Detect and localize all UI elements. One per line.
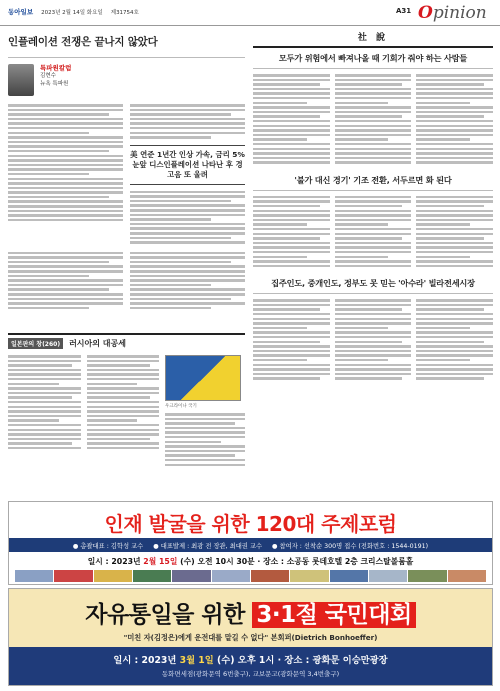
page-number: A31 [396, 7, 412, 15]
forum-ad-title[interactable]: 인재 발굴을 위한 120대 주제포럼 [104, 512, 397, 536]
body-text-col-2 [130, 104, 245, 244]
editorial-body-1 [253, 74, 493, 164]
editorial-label: 社 說 [253, 30, 493, 48]
second-column-article [8, 333, 245, 466]
section-title-initial: O [418, 3, 433, 23]
second-column-header [8, 333, 245, 349]
author-meta [40, 64, 71, 98]
column-body [8, 104, 245, 244]
ukraine-flag-image [165, 355, 241, 401]
forum-advertisement[interactable] [8, 501, 493, 585]
rally-advertisement[interactable] [8, 588, 493, 686]
author-byline [8, 64, 245, 98]
section-title-rest: pinion [432, 3, 487, 23]
body-text-col-1 [8, 104, 123, 244]
forum-ad-image-strip [9, 570, 492, 584]
author-role: 뉴욕 특파원 [40, 81, 69, 87]
issue-date: 2023년 2월 14일 화요일 [41, 9, 103, 16]
forum-ad-participants: ● 참여자 : 선착순 300명 접수 (전화번호 : 1544-0191) [272, 542, 429, 550]
pull-quote: 美 연준 1년간 인상 가속, 금리 5% 눈앞 디스인플레이션 나타난 후 경고음 또 울려 [130, 145, 245, 185]
rally-ad-title-highlight: 3·1절 국민대회 [252, 602, 415, 628]
column-headline[interactable]: 인플레이션 전쟁은 끝나지 않았다 [8, 30, 245, 58]
section-title [418, 3, 487, 23]
series-tag: 일본판의 창(260) [8, 338, 63, 349]
forum-ad-date-highlight: 2월 15일 [143, 557, 178, 566]
forum-ad-host: ● 총괄대표 : 김학성 교수 [72, 542, 144, 550]
rally-ad-location-detail: 동화면세점(광화문역 6번출구), 교보문고(광화문역 3,4번출구) [161, 670, 340, 678]
column-series: 특파원칼럼 [40, 64, 72, 72]
rally-ad-datetime: 일시 : 2023년 3월 1일 (수) 오후 1시 · 장소 : 광화문 이승만광장 [113, 655, 388, 666]
masthead-meta [8, 7, 139, 16]
column-body-lower [8, 252, 245, 310]
masthead [0, 0, 500, 26]
editorial-body-3 [253, 299, 493, 380]
author-photo [8, 64, 34, 96]
issue-number: 제31754호 [110, 9, 139, 16]
editorial-headline-2[interactable]: '불가 대신 경기' 기조 전환, 서두르면 화 된다 [253, 170, 493, 191]
author-name: 김현수 [40, 73, 56, 79]
rally-ad-title[interactable]: 자유통일을 위한 3·1절 국민대회 [9, 589, 492, 629]
editorial-body-2 [253, 196, 493, 267]
forum-ad-date: 일시 : 2023년 2월 15일 (수) 오전 10시 30분 · 장소 : 소공동 롯데호텔 2층 크리스탈볼룸홀 [87, 557, 414, 566]
forum-ad-presenters: ● 대표발제 : 최광 전 장관, 최대권 교수 [153, 542, 263, 550]
editorial-headline-3[interactable]: 집주인도, 중개인도, 정부도 못 믿는 '아수라' 빌라전세시장 [253, 273, 493, 294]
newspaper-brand[interactable]: 동아일보 [8, 8, 34, 16]
second-column-body [8, 355, 245, 466]
rally-ad-quote: "미친 자(김정은)에게 운전대를 맡길 수 없다" 본회퍼(Dietrich Bonhoeffer) [123, 633, 378, 642]
rally-ad-info-band [9, 647, 492, 685]
editorial-headline-1[interactable]: 모두가 위험에서 빠져나올 때 기회가 줘야 하는 사람들 [253, 48, 493, 69]
forum-ad-info-bar [9, 538, 492, 552]
editorial-section [253, 30, 493, 380]
photo-caption: 우크라이나 국기 [165, 404, 197, 409]
column-article [8, 30, 245, 309]
second-column-title[interactable]: 러시아의 대공세 [69, 339, 126, 348]
